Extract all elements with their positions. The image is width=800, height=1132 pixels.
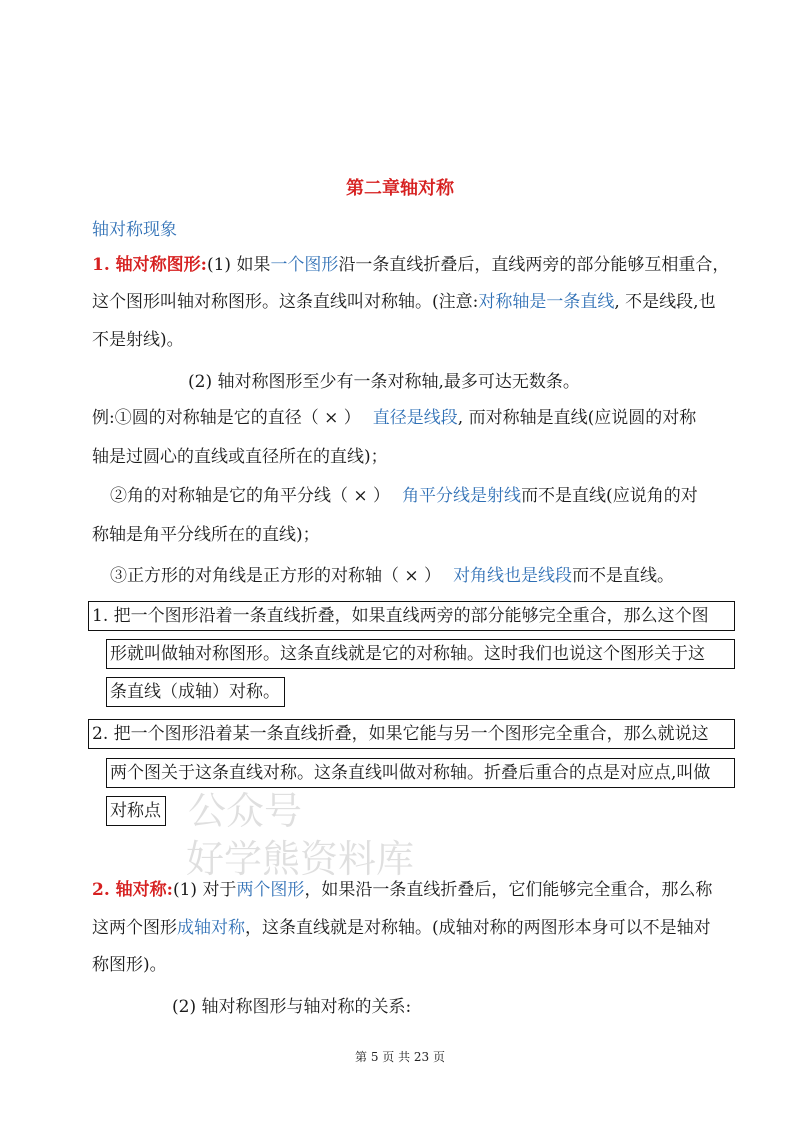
p1-line-2 [92, 290, 716, 314]
p1-label: 1. 轴对称图形 [92, 255, 201, 275]
box1-line-3: 条直线（成轴）对称。 [110, 682, 280, 702]
p2-line-2 [92, 916, 711, 940]
example-3-c: 而不是直线。 [572, 566, 675, 586]
p2-line-3: 称图形)。 [92, 955, 167, 975]
example-2-line-2: 称轴是角平分线所在的直线)； [92, 525, 320, 545]
page-footer: 第 5 页 共 23 页 [355, 1050, 445, 1064]
p1-l2-c: , 不是线段,也 [614, 292, 716, 312]
example-1-line-1 [92, 406, 696, 430]
p2-label: 2. 轴对称 [92, 880, 167, 900]
p1-highlight-one-figure: 一个图形 [270, 255, 339, 275]
box1-line-1: 1. 把一个图形沿着一条直线折叠，如果直线两旁的部分能够完全重合，那么这个图 [92, 606, 709, 626]
example-3-line [110, 564, 674, 588]
example-1-a: 例:①圆的对称轴是它的直径（ × ） [92, 408, 361, 428]
box2-line-1: 2. 把一个图形沿着某一条直线折叠，如果它能与另一个图形完全重合，那么就说这 [92, 724, 709, 744]
box2-line-3: 对称点 [110, 801, 161, 821]
p1-line-1 [92, 253, 729, 277]
section-heading: 轴对称现象 [92, 220, 177, 240]
box2-line-2: 两个图关于这条直线对称。这条直线叫做对称轴。折叠后重合的点是对应点,叫做 [110, 763, 711, 783]
example-3-highlight: 对角线也是线段 [453, 566, 573, 586]
p2-l2-c: ，这条直线就是对称轴。(成轴对称的两图形本身可以不是轴对 [245, 918, 711, 938]
p1-l2-a: 这个图形叫轴对称图形。这条直线叫对称轴。(注意: [92, 292, 479, 312]
p2-l1-a: (1) 对于 [172, 880, 237, 900]
p1-l1-c: 沿一条直线折叠后，直线两旁的部分能够互相重合， [338, 255, 730, 275]
example-2-highlight: 角平分线是射线 [402, 486, 522, 506]
p1-highlight-axis-is-line: 对称轴是一条直线 [478, 292, 615, 312]
example-3-a: ③正方形的对角线是正方形的对称轴（ × ） [110, 566, 442, 586]
box1-line-2: 形就叫做轴对称图形。这条直线就是它的对称轴。这时我们也说这个图形关于这 [110, 644, 705, 664]
p2-l1-c: ，如果沿一条直线折叠后，它们能够完全重合，那么称 [304, 880, 713, 900]
example-2-line-1 [110, 484, 698, 508]
example-1-line-2: 轴是过圆心的直线或直径所在的直线)； [92, 447, 388, 467]
p2-line-4: (2) 轴对称图形与轴对称的关系: [172, 997, 412, 1017]
example-1-c: , 而对称轴是直线(应说圆的对称 [457, 408, 697, 428]
p2-highlight-axial-symmetry: 成轴对称 [177, 918, 245, 938]
page-title: 第二章轴对称 [346, 178, 454, 199]
p2-highlight-two-figures: 两个图形 [236, 880, 305, 900]
p2-label-colon: : [166, 880, 173, 900]
watermark-line-2: 好学熊资料库 [186, 837, 415, 881]
watermark-line-1: 公众号 [188, 789, 303, 833]
p1-line-4: (2) 轴对称图形至少有一条对称轴,最多可达无数条。 [188, 372, 580, 392]
p1-l1-a: (1) 如果 [206, 255, 271, 275]
example-2-a: ②角的对称轴是它的角平分线（ × ） [110, 486, 391, 506]
example-1-highlight: 直径是线段 [372, 408, 458, 428]
p1-line-3: 不是射线)。 [92, 330, 184, 350]
p2-l2-a: 这两个图形 [92, 918, 177, 938]
p2-line-1 [92, 878, 712, 902]
example-2-c: 而不是直线(应说角的对 [521, 486, 698, 506]
p1-label-colon: : [200, 255, 207, 275]
